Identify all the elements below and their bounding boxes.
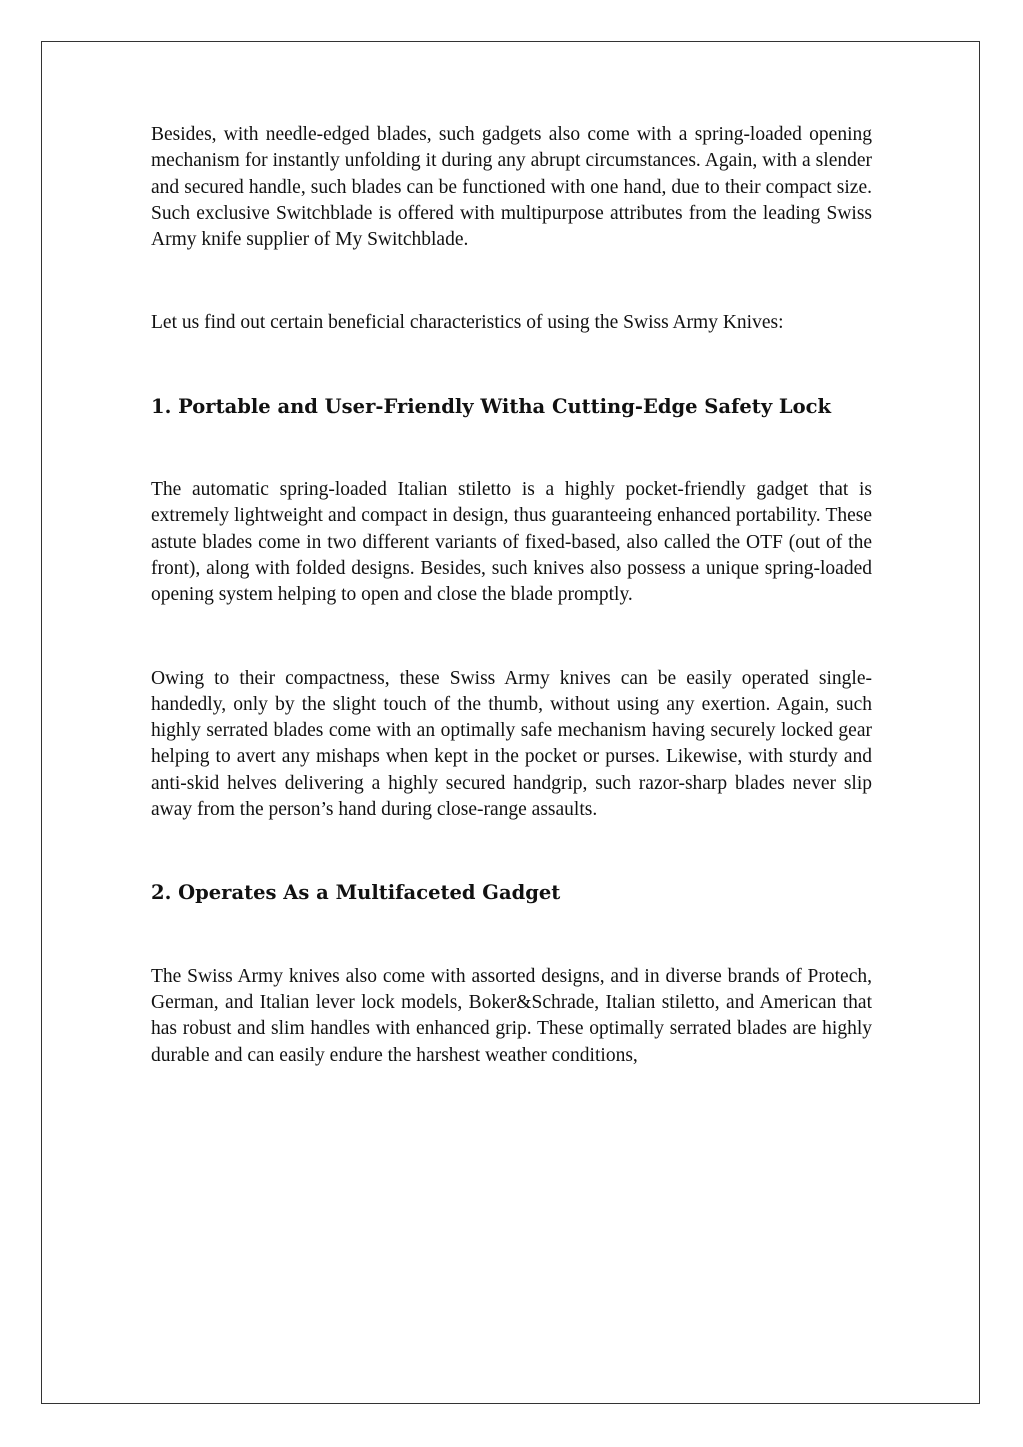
spacer <box>151 253 872 310</box>
spacer <box>151 907 872 964</box>
section-heading-1: 1. Portable and User-Friendly Witha Cutting-Edge Safety Lock <box>151 394 832 418</box>
paragraph-intro: Besides, with needle-edged blades, such gadgets also come with a spring-loaded opening mechanism for instantly unfolding it during any abrupt circumstances. Again, with a slender and secured handle, such blades can be functioned with one hand, due to their compact size. Such exclusive Switchblade is offered with multipurpose attributes from the leading Swiss Army knife supplier of My Switchblade. <box>151 124 872 251</box>
document-body <box>151 122 872 1069</box>
spacer <box>151 420 872 477</box>
spacer <box>151 823 872 880</box>
spacer <box>151 609 872 666</box>
section-heading-2: 2. Operates As a Multifaceted Gadget <box>151 881 561 905</box>
paragraph-portability: The automatic spring-loaded Italian stiletto is a highly pocket-friendly gadget that is extremely lightweight and compact in design, thus guaranteeing enhanced portability. These astute blades come in two different variants of fixed-based, also called the OTF (out of the front), along with folded designs. Besides, such knives also possess a unique spring-loaded opening system helping to open and close the blade promptly. <box>151 479 872 606</box>
spacer <box>151 337 872 394</box>
paragraph-lead-in: Let us find out certain beneficial characteristics of using the Swiss Army Knives: <box>151 312 784 334</box>
paragraph-compactness: Owing to their compactness, these Swiss Army knives can be easily operated single-handedly, only by the slight touch of the thumb, without using any exertion. Again, such highly serrated blades come with an optimally safe mechanism having securely locked gear helping to avert any mishaps when kept in the pocket or purses. Likewise, with sturdy and anti-skid helves delivering a highly secured handgrip, such razor-sharp blades never slip away from the person’s hand during close-range assaults. <box>151 667 872 821</box>
paragraph-brands: The Swiss Army knives also come with assorted designs, and in diverse brands of Protech, German, and Italian lever lock models, Boker&Schrade, Italian stiletto, and American that has robust and slim handles with enhanced grip. These optimally serrated blades are highly durable and can easily endure the harshest weather conditions, <box>151 965 872 1066</box>
